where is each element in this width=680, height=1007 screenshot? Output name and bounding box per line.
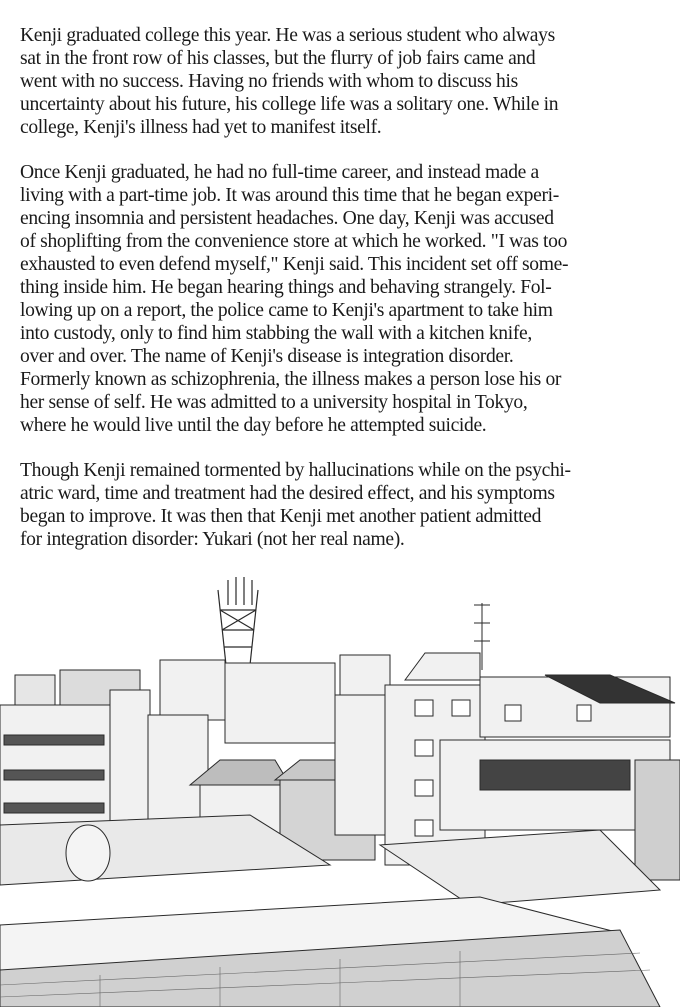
text-line: Once Kenji graduated, he had no full-time career, and instead made a [20,162,539,183]
text-line: began to improve. It was then that Kenji met another patient admitted [20,506,542,527]
city-skyline-illustration [0,575,680,1007]
text-line: thing inside him. He began hearing things and behaving strangely. Fol- [20,277,552,298]
paragraph-3 [20,459,670,551]
text-line: into custody, only to find him stabbing the wall with a kitchen knife, [20,323,532,344]
text-line: went with no success. Having no friends with whom to discuss his [20,71,518,92]
text-line: where he would live until the day before he attempted suicide. [20,415,487,436]
text-line: sat in the front row of his classes, but the flurry of job fairs came and [20,48,536,69]
radio-tower-icon [218,577,258,665]
text-line: encing insomnia and persistent headaches. One day, Kenji was accused [20,208,554,229]
text-line: living with a part-time job. It was around this time that he began experi- [20,185,559,206]
text-line: Kenji graduated college this year. He was a serious student who always [20,25,555,46]
text-line: lowing up on a report, the police came to Kenji's apartment to take him [20,300,553,321]
text-line: over and over. The name of Kenji's disease is integration disorder. [20,346,514,367]
text-line: Formerly known as schizophrenia, the illness makes a person lose his or [20,369,562,390]
paragraph-2 [20,161,670,437]
text-line: for integration disorder: Yukari (not her real name). [20,529,405,550]
text-line: college, Kenji's illness had yet to manifest itself. [20,117,382,138]
text-line: uncertainty about his future, his college life was a solitary one. While in [20,94,559,115]
text-line: of shoplifting from the convenience store at which he worked. "I was too [20,231,568,252]
text-line: her sense of self. He was admitted to a university hospital in Tokyo, [20,392,528,413]
text-line: atric ward, time and treatment had the desired effect, and his symptoms [20,483,555,504]
text-line: Though Kenji remained tormented by hallucinations while on the psychi- [20,460,571,481]
article-text [20,24,670,573]
paragraph-1 [20,24,670,139]
text-line: exhausted to even defend myself," Kenji said. This incident set off some- [20,254,569,275]
